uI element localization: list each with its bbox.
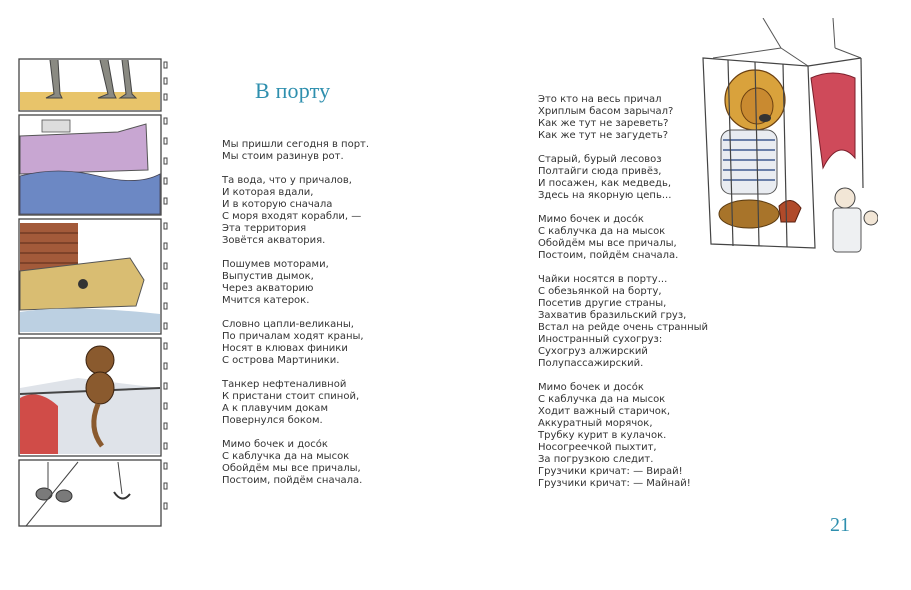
poem-line: С каблучка да на мысок [538,394,666,405]
poem-line: Встал на рейде очень странный [538,322,709,333]
poem-line: Носогреечкой пыхтит, [538,442,657,453]
poem-line: С обезьянкой на борту, [538,286,662,297]
filmstrip-harbor-illustration [18,58,168,528]
poem-line: И в которую сначала [222,199,333,210]
stanza [222,175,412,247]
stanza [222,439,412,487]
poem-line: Мимо бочек и досо́к [538,214,644,225]
poem-line: Здесь на якорную цепь... [538,190,672,201]
poem-line: Грузчики кричат: — Вирай! [538,466,683,477]
poem-line: А к плавучим докам [222,403,328,414]
poem-line: Танкер нефтеналивной [222,379,347,390]
stanza [222,379,412,427]
poem-line: Мимо бочек и досо́к [538,382,644,393]
stanza [538,382,728,490]
poem-line: Мы стоим разинув рот. [222,151,344,162]
left-column-poem [222,139,412,499]
poem-line: К пристани стоит спиной, [222,391,360,402]
poem-line: Носят в клювах финики [222,343,348,354]
poem-line: Как же тут не загудеть? [538,130,669,141]
poem-line: За погрузкою следит. [538,454,654,465]
page-number: 21 [830,514,850,536]
poem-line: Посетив другие страны, [538,298,667,309]
poem-line: Сухогруз алжирский [538,346,648,357]
stanza [538,274,728,370]
poem-line: Эта территория [222,223,307,234]
poem-line: Как же тут не зареветь? [538,118,669,129]
poem-line: Полтайги сюда привёз, [538,166,662,177]
poem-line: Мчится катерок. [222,295,310,306]
poem-line: Пошумев моторами, [222,259,329,270]
poem-line: Хриплым басом зарычал? [538,106,674,117]
stanza [222,139,412,163]
poem-line: И которая вдали, [222,187,314,198]
poem-line: Мимо бочек и досо́к [222,439,328,450]
poem-line: Иностранный сухогруз: [538,334,663,345]
poem-line: Повернулся боком. [222,415,323,426]
poem-line: И посажен, как медведь, [538,178,672,189]
poem-line: По причалам ходят краны, [222,331,364,342]
poem-line: Ходит важный старичок, [538,406,671,417]
poem-line: Старый, бурый лесовоз [538,154,662,165]
poem-line: Выпустив дымок, [222,271,314,282]
poem-line: С моря входят корабли, — [222,211,362,222]
poem-line: С каблучка да на мысок [222,451,350,462]
poem-line: С каблучка да на мысок [538,226,666,237]
stanza [222,319,412,367]
poem-line: Это кто на весь причал [538,94,662,105]
stanza [222,259,412,307]
poem-line: Обойдём мы все причалы, [538,238,677,249]
poem-line: С острова Мартиники. [222,355,340,366]
poem-line: Словно цапли-великаны, [222,319,354,330]
poem-line: Обойдём мы все причалы, [222,463,361,474]
poem-line: Полупассажирский. [538,358,644,369]
poem-line: Аккуратный морячок, [538,418,653,429]
poem-line: Трубку курит в кулачок. [538,430,667,441]
poem-line: Захватив бразильский груз, [538,310,687,321]
lion-in-cage-illustration [683,18,878,268]
poem-title: В порту [255,78,331,103]
poem-line: Постоим, пойдём сначала. [222,475,363,486]
poem-line: Мы пришли сегодня в порт. [222,139,370,150]
poem-line: Грузчики кричат: — Майнай! [538,478,691,489]
poem-line: Через акваторию [222,283,314,294]
poem-line: Зовётся акватория. [222,235,326,246]
poem-line: Чайки носятся в порту... [538,274,668,285]
poem-line: Та вода, что у причалов, [222,175,352,186]
poem-line: Постоим, пойдём сначала. [538,250,679,261]
